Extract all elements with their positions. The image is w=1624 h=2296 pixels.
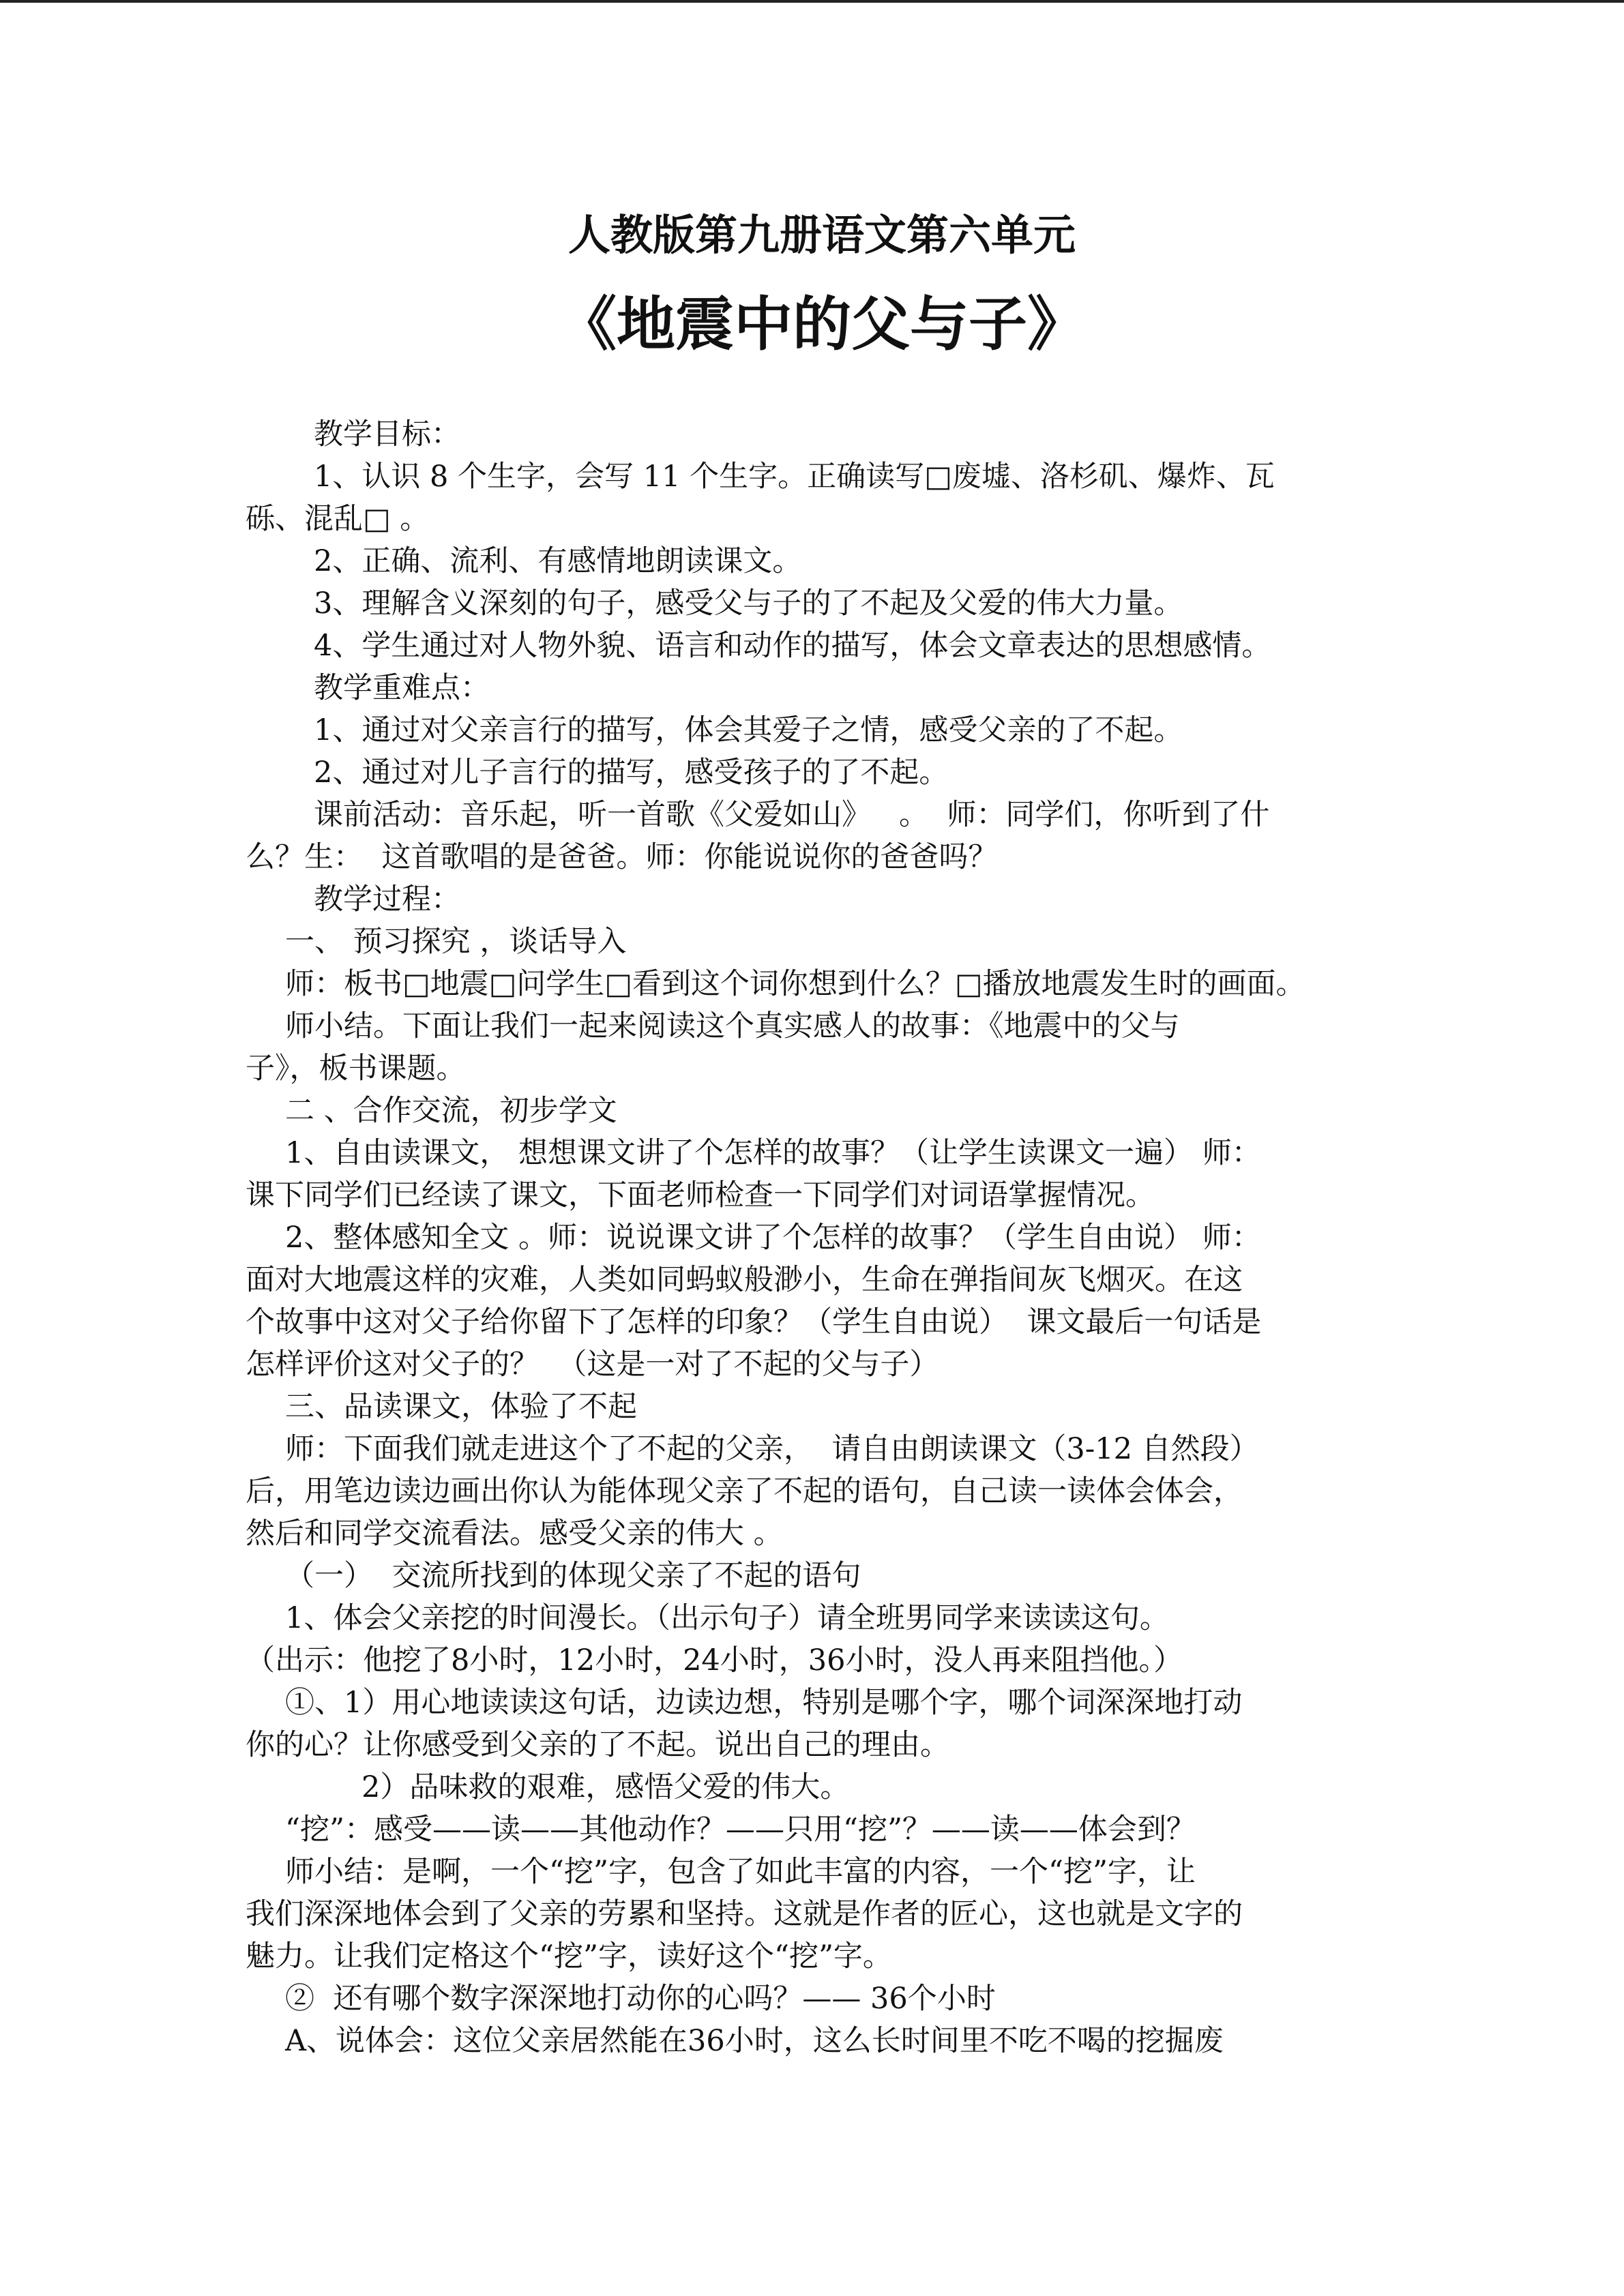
text-line: 2）品味救的艰难，感悟父爱的伟大。	[361, 1770, 850, 1804]
top-border-line	[0, 0, 1624, 3]
text-line: 么？生： 这首歌唱的是爸爸。师：你能说说你的爸爸吗？	[246, 840, 998, 874]
text-line: 课下同学们已经读了课文，下面老师检查一下同学们对词语掌握情况。	[246, 1178, 1155, 1212]
text-line: 师：下面我们就走进这个了不起的父亲， 请自由朗读课文（3-12 自然段）	[285, 1432, 1259, 1466]
text-line: 师小结：是啊，一个“挖”字，包含了如此丰富的内容，一个“挖”字，让	[285, 1855, 1196, 1889]
text-line: 1、通过对父亲言行的描写，体会其爱子之情，感受父亲的了不起。	[314, 713, 1183, 747]
text-line: 砾、混乱□ 。	[246, 502, 430, 536]
text-line: 怎样评价这对父子的？ （这是一对了不起的父与子）	[246, 1347, 939, 1382]
text-line: 4、学生通过对人物外貌、语言和动作的描写，体会文章表达的思想感情。	[314, 629, 1271, 663]
text-line: 二 、合作交流，初步学文	[285, 1094, 617, 1128]
text-line: 三、品读课文，体验了不起	[285, 1390, 637, 1424]
text-line: （一） 交流所找到的体现父亲了不起的语句	[285, 1559, 861, 1593]
text-line: 个故事中这对父子给你留下了怎样的印象？（学生自由说） 课文最后一句话是	[246, 1305, 1262, 1339]
text-line: 教学过程：	[314, 882, 460, 916]
text-line: 2、整体感知全文 。师：说说课文讲了个怎样的故事？（学生自由说） 师：	[285, 1221, 1261, 1255]
text-line: 2、正确、流利、有感情地朗读课文。	[314, 544, 802, 578]
text-line: 1、体会父亲挖的时间漫长。（出示句子）请全班男同学来读读这句。	[285, 1601, 1169, 1635]
text-line: 3、理解含义深刻的句子，感受父与子的了不起及父爱的伟大力量。	[314, 586, 1183, 621]
text-line: 教学目标：	[314, 417, 460, 451]
text-line: “挖”：感受——读——其他动作？——只用“挖”？——读——体会到？	[285, 1813, 1196, 1847]
text-line: ①、1）用心地读读这句话，边读边想，特别是哪个字，哪个词深深地打动	[285, 1686, 1243, 1720]
text-line: 一、 预习探究 ，谈话导入	[285, 925, 627, 959]
text-line: 师：板书□地震□问学生□看到这个词你想到什么？□播放地震发生时的画面。	[285, 967, 1305, 1001]
text-line: 子》，板书课题。	[246, 1052, 466, 1086]
text-line: 师小结。下面让我们一起来阅读这个真实感人的故事：《地震中的父与	[285, 1009, 1180, 1043]
text-line: 我们深深地体会到了父亲的劳累和坚持。这就是作者的匠心，这也就是文字的	[246, 1897, 1243, 1931]
text-line: 1、自由读课文， 想想课文讲了个怎样的故事？（让学生读课文一遍） 师：	[285, 1136, 1261, 1170]
text-line: 后，用笔边读边画出你认为能体现父亲了不起的语句，自己读一读体会体会，	[246, 1474, 1243, 1508]
text-line: A、说体会：这位父亲居然能在36小时，这么长时间里不吃不喝的挖掘废	[285, 2024, 1224, 2058]
text-line: 你的心？让你感受到父亲的了不起。说出自己的理由。	[246, 1728, 949, 1762]
text-line: 魅力。让我们定格这个“挖”字，读好这个“挖”字。	[246, 1939, 892, 1973]
text-line: 然后和同学交流看法。感受父亲的伟大 。	[246, 1517, 783, 1551]
text-line: 面对大地震这样的灾难，人类如同蚂蚁般渺小，生命在弹指间灰飞烟灭。在这	[246, 1263, 1243, 1297]
text-line: 教学重难点：	[314, 671, 490, 705]
document-subtitle: 人教版第九册语文第六单元	[567, 210, 1076, 260]
text-line: 2、通过对儿子言行的描写，感受孩子的了不起。	[314, 756, 949, 790]
document-page	[246, 205, 1378, 2062]
text-line: （出示：他挖了8小时，12小时，24小时，36小时，没人再来阻挡他。）	[246, 1643, 1183, 1678]
text-line: ② 还有哪个数字深深地打动你的心吗？—— 36个小时	[285, 1982, 996, 2016]
document-body	[246, 413, 1378, 2062]
document-title: 《地震中的父与子》	[558, 290, 1086, 359]
text-line: 1、认识 8 个生字，会写 11 个生字。正确读写□废墟、洛杉矶、爆炸、瓦	[314, 460, 1275, 494]
text-line: 课前活动：音乐起，听一首歌《父爱如山》 。 师：同学们，你听到了什	[314, 798, 1270, 832]
